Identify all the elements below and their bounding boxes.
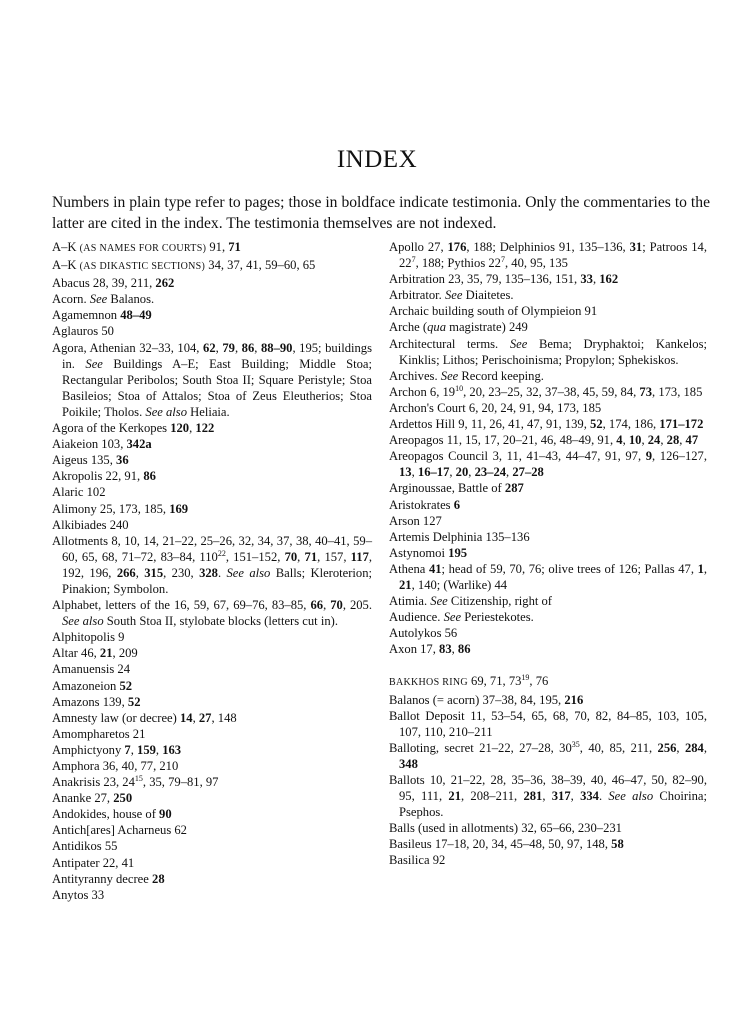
- index-entry: BAKKHOS RING 69, 71, $73^{19}$, 76: [389, 673, 549, 689]
- index-entry: Altar 46, 21, 209: [52, 646, 138, 661]
- index-entry: Arbitration 23, 35, 79, 135–136, 151, 33, 162: [389, 272, 619, 287]
- index-entry: Akropolis 22, 91, 86: [52, 469, 156, 484]
- index-entry: Arche (qua magistrate) 249: [389, 320, 528, 335]
- index-column-left: [52, 239, 372, 903]
- index-entry: Balls (used in allotments) 32, 65–66, 230–231: [389, 821, 622, 836]
- index-entry: Amphictyony 7, 159, 163: [52, 742, 182, 757]
- index-entry: Alphitopolis 9: [52, 630, 125, 645]
- index-entry: Amphora 36, 40, 77, 210: [52, 759, 179, 773]
- index-entry: Amazons 139, 52: [52, 694, 141, 709]
- index-entry: Ballots 10, 21–22, 28, 35–36, 38–39, 40, 46–47, 50, 82–90, 95, 111, 21, 208–211, 281, 317, 334. See also Choirina; Psephos.: [389, 773, 707, 820]
- index-entry: Ardettos Hill 9, 11, 26, 41, 47, 91, 139, 52, 174, 186, 171–172: [389, 417, 704, 432]
- index-entry: Antich[ares] Acharneus 62: [52, 823, 187, 838]
- index-entry: Andokides, house of 90: [52, 807, 172, 822]
- index-entry: Basileus 17–18, 20, 34, 45–48, 50, 97, 148, 58: [389, 837, 624, 852]
- index-entry: Alimony 25, 173, 185, 169: [52, 501, 189, 516]
- section-gap: [389, 657, 707, 673]
- index-entry: Antipater 22, 41: [52, 855, 135, 870]
- index-entry: Ballot Deposit 11, 53–54, 65, 68, 70, 82, 84–85, 103, 105, 107, 110, 210–211: [389, 708, 707, 739]
- index-entry: Astynomoi 195: [389, 545, 468, 560]
- index-entry: Archaic building south of Olympieion 91: [389, 304, 598, 319]
- index-entry: Arson 127: [389, 513, 442, 528]
- index-entry: Atimia. See Citizenship, right of: [389, 594, 553, 609]
- index-entry: Aristokrates 6: [389, 497, 460, 512]
- index-entry: Antidikos 55: [52, 839, 118, 854]
- index-entry: Artemis Delphinia 135–136: [389, 529, 530, 544]
- index-entry: Aiakeion 103, 342a: [52, 437, 152, 452]
- index-entry: Amanuensis 24: [52, 662, 131, 677]
- index-entry: Autolykos 56: [389, 626, 458, 641]
- index-entry: Abacus 28, 39, 211, 262: [52, 276, 175, 291]
- index-entry: Anakrisis 23, $24^{15}$, 35, 79–81, 97: [52, 773, 219, 790]
- index-entry: A–K (AS NAMES FOR COURTS) 91, 71: [52, 240, 241, 254]
- index-introduction: Numbers in plain type refer to pages; those in boldface indicate testimonia. Only the commentaries to the latter are cited in the index. The testimonia themselves are not indexed.: [52, 194, 710, 232]
- index-entry: A–K (AS DIKASTIC SECTIONS) 34, 37, 41, 59–60, 65: [52, 258, 316, 273]
- index-entry: Archives. See Record keeping.: [389, 368, 544, 383]
- index-entry: Alaric 102: [52, 485, 106, 500]
- index-entry: Aglauros 50: [52, 324, 114, 339]
- index-entry: Archon 6, $19^{10}$, 20, 23–25, 32, 37–38, 45, 59, 84, 73, 173, 185: [389, 383, 703, 399]
- index-entry: Agamemnon 48–49: [52, 308, 152, 323]
- index-entry: Basilica 92: [389, 853, 446, 868]
- index-entry: Ananke 27, 250: [52, 791, 133, 806]
- page-title: INDEX: [336, 146, 418, 173]
- index-column-right: [389, 239, 707, 869]
- index-entry: Arbitrator. See Diaitetes.: [389, 288, 514, 303]
- index-entry: Architectural terms. See Bema; Dryphaktoi; Kankelos; Kinklis; Lithos; Perischoinisma; Propylon; Sphekiskos.: [389, 336, 707, 367]
- index-entry: Arginoussae, Battle of 287: [389, 481, 524, 496]
- index-entry: Audience. See Periestekotes.: [389, 610, 534, 625]
- index-entry: Balanos (= acorn) 37–38, 84, 195, 216: [389, 692, 584, 707]
- index-entry: Athena 41; head of 59, 70, 76; olive trees of 126; Pallas 47, 1, 21, 140; (Warlike) 44: [389, 561, 708, 592]
- index-entry: Balloting, secret 21–22, 27–28, $30^{35}$, 40, 85, 211, 256, 284, 348: [389, 739, 707, 771]
- index-entry: Amnesty law (or decree) 14, 27, 148: [52, 710, 237, 725]
- index-entry: Alkibiades 240: [52, 517, 129, 532]
- index-entry: Allotments 8, 10, 14, 21–22, 25–26, 32, 34, 37, 38, 40–41, 59–60, 65, 68, 71–72, 83–84, $110^{22}$, 151–152, 70, 71, 157, 117, 192, 196, 266, 315, 230, 328. See also Balls; Kleroterion; Pinakion; Symbolon.: [52, 533, 373, 596]
- index-entry: Agora, Athenian 32–33, 104, 62, 79, 86, 88–90, 195; buildings in. See Buildings A–E; East Building; Middle Stoa; Rectangular Peribolos; South Stoa II; Square Peristyle; Stoa Basileios; Stoa of Attalos; Stoa of Zeus Eleutherios; Stoa Poikile; Tholos. See also Heliaia.: [52, 340, 373, 419]
- index-entry: Areopagos 11, 15, 17, 20–21, 46, 48–49, 91, 4, 10, 24, 28, 47: [389, 433, 699, 448]
- index-entry: Amompharetos 21: [52, 726, 146, 741]
- index-entry: Alphabet, letters of the 16, 59, 67, 69–76, 83–85, 66, 70, 205. See also South Stoa II, stylobate blocks (letters cut in).: [52, 598, 373, 629]
- index-entry: Anytos 33: [52, 887, 105, 902]
- index-entry: Agora of the Kerkopes 120, 122: [52, 421, 215, 436]
- index-entry: Acorn. See Balanos.: [52, 292, 155, 307]
- index-entry: Archon's Court 6, 20, 24, 91, 94, 173, 185: [389, 400, 602, 415]
- index-entry: Antityranny decree 28: [52, 871, 165, 886]
- index-entry: Apollo 27, 176, 188; Delphinios 91, 135–136, 31; Patroos 14, $22^7$, 188; Pythios $22^7$, 40, 95, 135: [389, 240, 707, 271]
- index-entry: Areopagos Council 3, 11, 41–43, 44–47, 91, 97, 9, 126–127, 13, 16–17, 20, 23–24, 27–28: [389, 449, 707, 480]
- index-entry: Axon 17, 83, 86: [389, 642, 471, 657]
- index-entry: Amazoneion 52: [52, 678, 133, 693]
- index-entry: Aigeus 135, 36: [52, 453, 129, 468]
